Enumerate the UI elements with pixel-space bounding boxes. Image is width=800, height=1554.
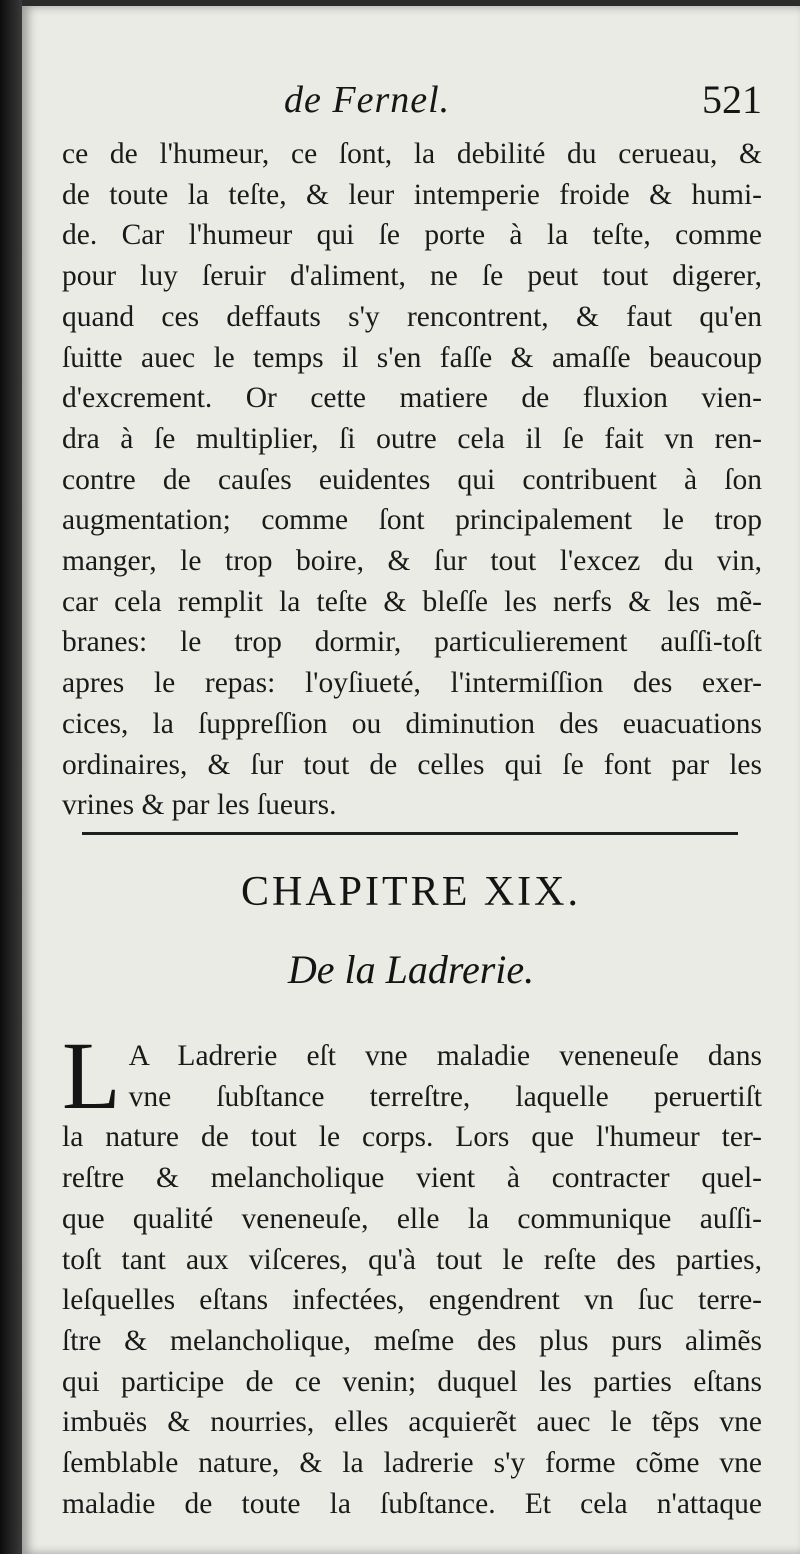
text-line: dra à ſe multiplier, ſi outre cela il ſe fait vn ren- bbox=[62, 422, 762, 455]
text-line: cices, la ſuppreſſion ou diminution des euacuations bbox=[62, 707, 762, 740]
text-line: vrines & par les ſueurs. bbox=[62, 789, 337, 822]
text-line: ordinaires, & ſur tout de celles qui ſe font par les bbox=[62, 748, 762, 781]
text-line: reſtre & melancholique vient à contracter quel- bbox=[62, 1162, 762, 1195]
text-line: pour luy ſeruir d'aliment, ne ſe peut tout digerer, bbox=[62, 260, 762, 293]
text-line: car cela remplit la teſte & bleſſe les nerfs & les mẽ- bbox=[62, 585, 762, 618]
text-line: qui participe de ce venin; duquel les parties eſtans bbox=[62, 1365, 762, 1398]
chapter-subtitle: De la Ladrerie. bbox=[287, 947, 535, 992]
text-line: imbuës & nourries, elles acquierẽt auec le tẽps vne bbox=[62, 1406, 762, 1439]
text-line: ſemblable nature, & la ladrerie s'y forme cõme vne bbox=[62, 1447, 762, 1480]
running-head-title: de Fernel. bbox=[284, 79, 451, 121]
text-line: de toute la teſte, & leur intemperie froide & humi- bbox=[62, 178, 762, 211]
text-line: apres le repas: l'oyſiueté, l'intermiſſion des exer- bbox=[62, 667, 762, 700]
text-line: la nature de tout le corps. Lors que l'humeur ter- bbox=[62, 1121, 762, 1154]
text-line: quand ces deffauts s'y rencontrent, & faut qu'en bbox=[62, 300, 762, 333]
drop-cap: L bbox=[62, 1022, 121, 1129]
running-head bbox=[22, 76, 800, 132]
text-line: maladie de toute la ſubſtance. Et cela n'attaque bbox=[62, 1487, 762, 1520]
text-line: vne ſubſtance terreſtre, laquelle peruertiſt bbox=[128, 1080, 762, 1113]
text-line: ſtre & melancholique, meſme des plus purs alimẽs bbox=[62, 1324, 762, 1357]
text-line: A Ladrerie eſt vne maladie veneneuſe dans bbox=[128, 1040, 762, 1072]
book-gutter bbox=[0, 0, 22, 1554]
text-line: ſuitte auec le temps il s'en faſſe & amaſſe beaucoup bbox=[62, 341, 762, 374]
text-line: de. Car l'humeur qui ſe porte à la teſte, comme bbox=[62, 219, 762, 252]
section-divider-rule bbox=[82, 832, 738, 835]
chapter-heading: CHAPITRE XIX. bbox=[241, 869, 581, 915]
text-line: contre de cauſes euidentes qui contribuent à ſon bbox=[62, 463, 762, 496]
text-line: leſquelles eſtans infectées, engendrent vn ſuc terre- bbox=[62, 1284, 762, 1317]
text-line: que qualité veneneuſe, elle la communique auſſi- bbox=[62, 1202, 762, 1235]
text-line: toſt tant aux viſceres, qu'à tout le reſte des parties, bbox=[62, 1243, 762, 1276]
chapter-body bbox=[62, 1022, 762, 1524]
text-line: augmentation; comme ſont principalement le trop bbox=[62, 504, 762, 537]
text-line: d'excrement. Or cette matiere de fluxion vien- bbox=[62, 382, 762, 415]
text-line: branes: le trop dormir, particulierement auſſi-toſt bbox=[62, 626, 762, 659]
paragraph-continuation bbox=[62, 134, 762, 826]
text-line: manger, le trop boire, & ſur tout l'excez du vin, bbox=[62, 545, 762, 578]
page-number: 521 bbox=[702, 77, 762, 122]
book-page bbox=[22, 6, 800, 1554]
text-line: ce de l'humeur, ce ſont, la debilité du cerueau, & bbox=[62, 138, 762, 170]
